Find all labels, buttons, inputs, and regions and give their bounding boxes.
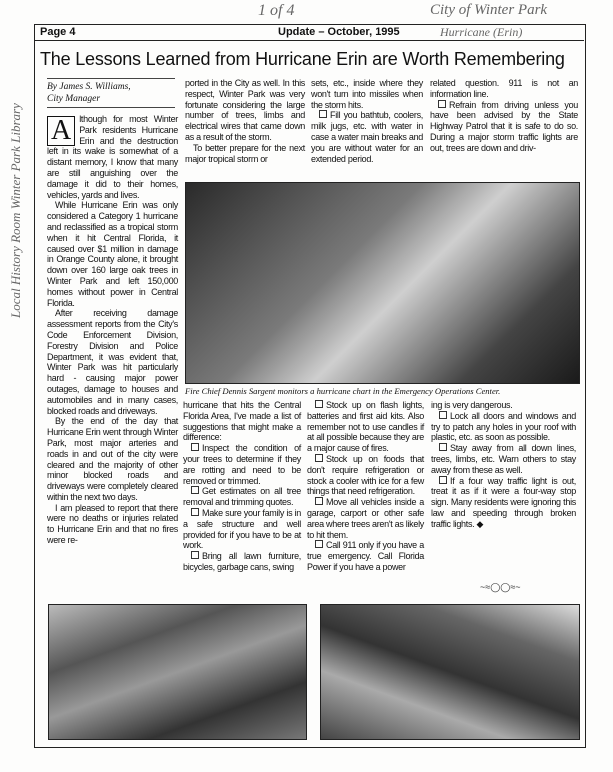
column-1 <box>47 114 178 546</box>
checkbox-icon <box>191 443 199 451</box>
fallen-tree-street-photo <box>320 604 580 740</box>
paragraph: After receiving damage assessment reports from the City's Code Enforcement Division, Forestry Division and Police Department, it was evident that, Winter Park was hit particularly hard - causing major power outages, damage to houses and automobiles and in many cases, blocked roads and driveways. <box>47 308 178 416</box>
paragraph: Move all vehicles inside a garage, carport or other safe area where trees aren't as likely to hit them. <box>307 497 424 540</box>
column-4-bottom <box>431 400 576 530</box>
column-2-top <box>185 78 305 164</box>
checkbox-icon <box>191 486 199 494</box>
paragraph: If a four way traffic light is out, treat it as if it were a four-way stop sign. Many residents were ignoring this law and speeding through broken traffic lights. ◆ <box>431 475 576 529</box>
article-title: The Lessons Learned from Hurricane Erin are Worth Remembering <box>40 49 565 69</box>
checkbox-icon <box>315 540 323 548</box>
checkbox-icon <box>315 497 323 505</box>
paragraph: Make sure your family is in a safe structure and well provided for if you have to be at work. <box>183 507 301 551</box>
page-header <box>34 24 584 41</box>
handwritten-margin-note: Local History Room Winter Park Library <box>8 103 23 318</box>
paragraph: ing is very dangerous. <box>431 400 513 410</box>
column-3-top <box>311 78 423 164</box>
paragraph: Lock all doors and windows and try to patch any holes in your roof with plastic, etc. as soon as possible. <box>431 410 576 443</box>
paragraph: Stock up on flash lights, batteries and first aid kits. Also remember not to use candles if at all possible because they are a major cause of fires. <box>307 400 424 454</box>
paragraph: By the end of the day that Hurricane Erin went through Winter Park, most major arteries and roads in and out of the city were cleared and the majority of other minor blocked roads and driveways were completely cleared within the next two days. <box>47 416 178 502</box>
paragraph: hurricane that hits the Central Florida Area, I've made a list of suggestions that might make a difference: <box>183 400 301 443</box>
paragraph: Call 911 only if you have a true emergency. Call Florida Power if you have a power <box>307 540 424 572</box>
byline <box>47 78 175 108</box>
column-4-top <box>430 78 578 154</box>
paragraph: Fill you bathtub, coolers, milk jugs, etc. with water in case a water main breaks and you are without water for an extended period. <box>311 110 423 164</box>
paragraph: Inspect the condition of your trees to determine if they are rotting and need to be removed or trimmed. <box>183 443 301 486</box>
handwritten-subject: Hurricane (Erin) <box>440 25 523 39</box>
paragraph: sets, etc., inside where they won't turn into missiles when the storm hits. <box>311 78 423 110</box>
paragraph: Stock up on foods that don't require refrigeration or stock a cooler with ice for a few things that need refrigeration. <box>307 453 424 497</box>
paragraph: Stay away from all down lines, trees, limbs, etc. Warn others to stay away from these as well. <box>431 443 576 475</box>
author-title: City Manager <box>47 94 101 104</box>
handwritten-city: City of Winter Park <box>430 2 548 18</box>
paragraph: lthough for most Winter Park residents Hurricane Erin and the destruction left in its wake is somewhat of a distant memory, I know that many are still anguishing over the damage it did to their homes, vehicles, yards and lives. <box>47 114 178 200</box>
checkbox-icon <box>439 443 447 451</box>
fallen-tree-house-photo <box>48 604 307 740</box>
checkbox-icon <box>319 110 327 118</box>
paragraph: While Hurricane Erin was only considered a Category 1 hurricane and reclassified as a tropical storm when it hit Central Florida, it caused over $1 million in damage in Orange County alone, it brought down over 160 large oak trees in Winter Park and left 150,000 homes without power in Central Florida. <box>47 200 178 308</box>
photo-caption: Fire Chief Dennis Sargent monitors a hurricane chart in the Emergency Operations Center. <box>185 386 501 396</box>
page-number: Page 4 <box>40 26 76 38</box>
paragraph: Refrain from driving unless you have been advised by the State Highway Patrol that it is safe to do so. During a major storm traffic lights are out, trees are down and driv- <box>430 99 578 153</box>
column-2-bottom <box>183 400 301 573</box>
checkbox-icon <box>439 411 447 419</box>
checkbox-icon <box>191 508 199 516</box>
paragraph: ported in the City as well. In this respect, Winter Park was very fortunate considering the large number of trees, limbs and electrical wires that came down as a result of the storm. <box>185 78 305 142</box>
issue-date: Update – October, 1995 <box>278 26 400 38</box>
checkbox-icon <box>439 476 447 484</box>
column-3-bottom <box>307 400 424 573</box>
checkbox-icon <box>438 100 446 108</box>
checkbox-icon <box>315 400 323 408</box>
ornament-divider: ~≈◯◯≈~ <box>480 582 521 592</box>
fire-chief-photo <box>185 182 580 384</box>
drop-cap: A <box>47 116 75 146</box>
paragraph: related question. 911 is not an information line. <box>430 78 578 99</box>
author-name: By James S. Williams, <box>47 82 131 92</box>
handwritten-page-count: 1 of 4 <box>258 2 295 19</box>
checkbox-icon <box>315 454 323 462</box>
paragraph: I am pleased to report that there were no deaths or injuries related to Hurricane Erin and that no fires were re- <box>47 502 178 546</box>
paragraph: Bring all lawn furniture, bicycles, garbage cans, swing <box>183 551 301 572</box>
paragraph: To better prepare for the next major tropical storm or <box>185 142 305 164</box>
paragraph: Get estimates on all tree removal and trimming quotes. <box>183 486 301 508</box>
checkbox-icon <box>191 551 199 559</box>
